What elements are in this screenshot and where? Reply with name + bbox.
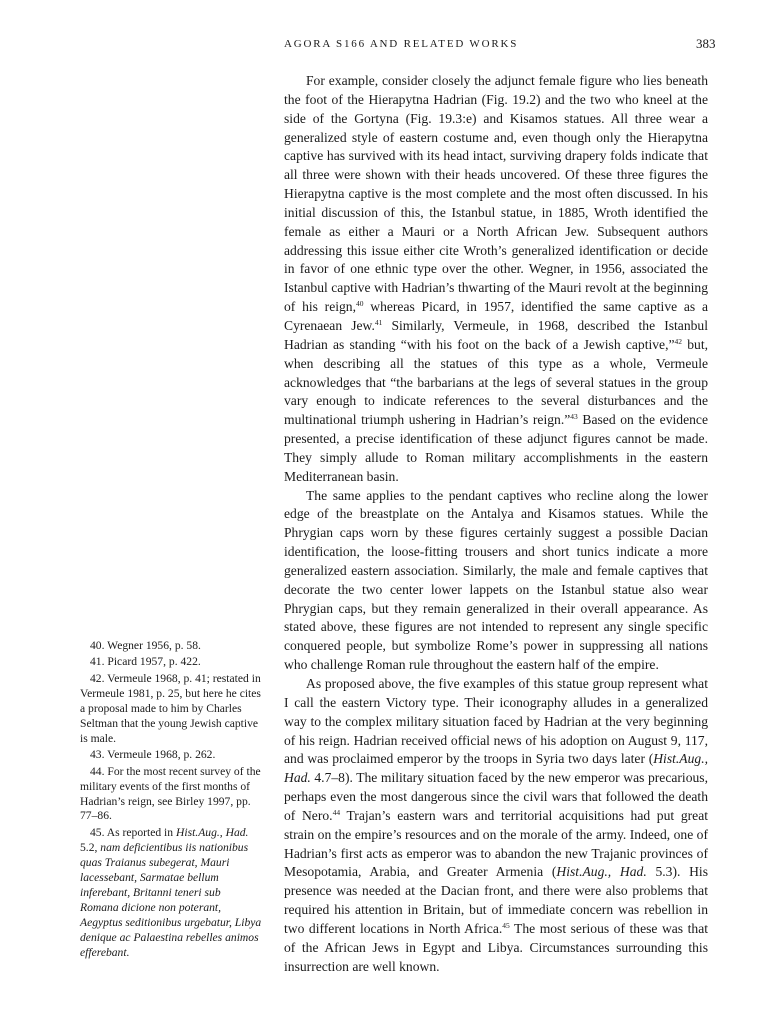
- running-head: AGORA S166 AND RELATED WORKS: [284, 38, 519, 50]
- footnote-ref: 41: [374, 317, 383, 327]
- footnote: [80, 672, 262, 747]
- footnote-ref: 44: [332, 807, 341, 817]
- italic-text: Hist.Aug., Had.: [175, 825, 249, 839]
- text-run: Similarly, Vermeule, in 1968, described the Istanbul Hadrian as standing “with his foot on the back of a Jewish captive,”: [284, 317, 708, 352]
- italic-text: Hist.Aug., Had.: [556, 864, 647, 880]
- footnote: [80, 748, 262, 763]
- main-text-column: [284, 72, 708, 977]
- text-run: but, when describing all the statues of this type as a whole, Vermeule acknowledges that “the barbarians at the legs of several statues in the group vary enough to indicate references to the several disturbances and the multinational triumph ushering in Hadrian’s reign.”: [284, 336, 708, 428]
- italic-text: Hist.Aug., Had.: [284, 751, 708, 786]
- body-paragraph: [284, 72, 708, 487]
- footnote: [80, 655, 262, 670]
- footnote-ref: 43: [570, 412, 578, 422]
- text-run: The most serious of these was that of the African Jews in Egypt and Libya. Circumstances surrounding this insurrection are well known.: [284, 920, 709, 974]
- page-number: 383: [696, 36, 716, 51]
- text-run: 45. As reported in: [90, 825, 176, 839]
- italic-text: nam deficientibus iis nationibus quas Traianus subegerat, Mauri lacessebant, Sarmatae bellum inferebant, Britanni teneri sub Romana dicione non poterant, Aegyptus seditionibus urgebatur, Libya denique ac Palaestina rebelles animos efferebant.: [80, 840, 262, 959]
- text-run: Based on the evidence presented, a precise identification of these adjunct figures cannot be made. They simply allude to Roman military accomplishments in the eastern Mediterranean basin.: [284, 412, 708, 484]
- text-run: whereas Picard, in 1957, identified the same captive as a Cyrenaean Jew.: [284, 299, 708, 333]
- text-run: 40. Wegner 1956, p. 58.: [90, 639, 201, 652]
- text-run: 43. Vermeule 1968, p. 262.: [90, 748, 216, 762]
- text-run: The same applies to the pendant captives who recline along the lower edge of the breastplate on the Antalya and Kisamos statues. While the Phrygian caps worn by these figures certainly suggest a possible Dacian identification, the loose-fitting trousers and short tunics indicate a more generalized eastern association. Similarly, the male and female captives that decorate the two center lower lappets on the Istanbul statue also wear Phrygian caps, but they remain generalized in their overall appearance. As stated above, these figures are not intended to represent any single specific conquered people, but symbolize Rome’s power in suppressing all nations who challenge Roman rule throughout the eastern half of the empire.: [284, 487, 708, 673]
- text-run: 42. Vermeule 1968, p. 41; restated in Vermeule 1981, p. 25, but here he cites a proposal made to him by Charles Seltman that the young Jewish captive is male.: [80, 671, 261, 745]
- text-run: 5.3). His presence was needed at the Dacian front, and there were also problems that required his attention in Britain, but of immediate concern was rebellion in two different locations in North Africa.: [284, 864, 708, 936]
- text-run: 41. Picard 1957, p. 422.: [90, 655, 201, 669]
- text-run: 4.7–8). The military situation faced by the new emperor was precarious, perhaps even the most dangerous since the civil wars that followed the death of Nero.: [284, 770, 708, 823]
- footnote-ref: 42: [674, 336, 683, 346]
- footnote: [80, 639, 262, 654]
- text-run: 5.2,: [80, 840, 101, 854]
- body-paragraph: [284, 675, 708, 977]
- footnote-ref: 45: [502, 920, 510, 930]
- text-run: 44. For the most recent survey of the military events of the first months of Hadrian’s reign, see Birley 1997, pp. 77–86.: [80, 764, 261, 823]
- body-paragraph: [284, 487, 708, 675]
- footnote-ref: 40: [356, 299, 364, 309]
- footnote: [80, 765, 262, 825]
- text-run: Trajan’s eastern wars and territorial acquisitions had put great strain on the empire’s resources and on the morale of the army. Indeed, one of Hadrian’s first acts as emperor was to abandon the new Trajanic provinces of Mesopotamia, Arabia, and Greater Armenia (: [284, 807, 709, 880]
- text-run: As proposed above, the five examples of this statue group represent what I call the eastern Victory type. Their iconography alludes in a generalized way to the complex military situation faced by Hadrian at the very beginning of his reign. Hadrian received official news of his adoption on August 9, 117, and was proclaimed emperor by the troops in Syria two days later (: [284, 676, 708, 767]
- text-run: For example, consider closely the adjunct female figure who lies beneath the foot of the Hierapytna Hadrian (Fig. 19.2) and the two who kneel at the side of the Gortyna (Fig. 19.3:e) and Kisamos statues. All three wear a generalized style of eastern costume and, even though only the Hierapytna captive has survived with its head intact, surviving drapery folds indicate that all three were shown with their heads uncovered. Of these three figures the Hierapytna captive is the most complete and the most often discussed. In his initial discussion of this, the Istanbul statue, in 1885, Wroth identified the female as either a Mauri or a North African Jew. Subsequent authors addressing this issue either cite Wroth’s generalized identification or decide in favor of one ethnic type over the other. Wegner, in 1956, associated the Istanbul captive with Hadrian’s thwarting of the Mauri revolt at the beginning of his reign,: [284, 73, 708, 315]
- footnote: [80, 826, 262, 961]
- footnotes-column: [80, 639, 262, 962]
